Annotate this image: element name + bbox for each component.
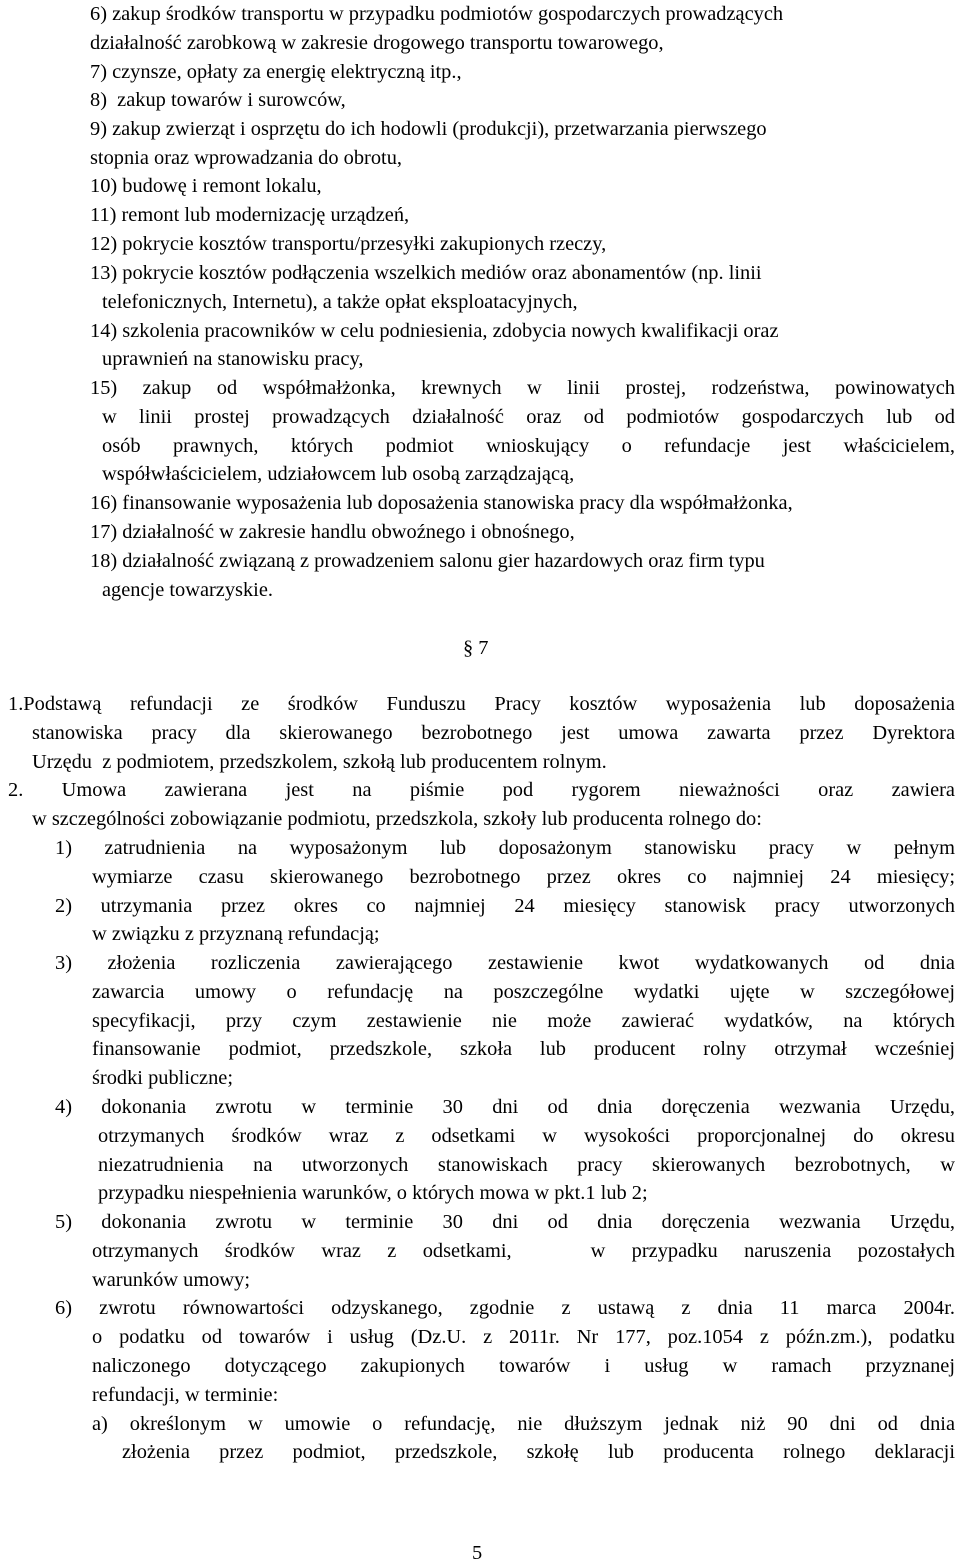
obligation-6-cont-3: refundacji, w terminie: (92, 1384, 279, 1406)
obligation-3-cont-3: finansowanie podmiot, przedszkole, szkoła lub producent rolny otrzymał wcześniej (92, 1038, 955, 1060)
list-item-18-cont: agencje towarzyskie. (102, 579, 273, 601)
obligation-3: 3) złożenia rozliczenia zawierającego zestawienie kwot wydatkowanych od dnia (55, 952, 955, 974)
list-item-15: 15) zakup od współmałżonka, krewnych w linii prostej, rodzeństwa, powinowatych (90, 377, 955, 399)
list-item-14: 14) szkolenia pracowników w celu podniesienia, zdobycia nowych kwalifikacji oraz (90, 320, 779, 342)
page-number: 5 (472, 1542, 483, 1564)
obligation-4-cont-1: otrzymanych środków wraz z odsetkami w wysokości proporcjonalnej do okresu (98, 1125, 955, 1147)
paragraph-2-line-1: 2. Umowa zawierana jest na piśmie pod rygorem nieważności oraz zawiera (8, 779, 955, 801)
obligation-3-cont-4: środki publiczne; (92, 1067, 234, 1089)
obligation-1-cont: wymiarze czasu skierowanego bezrobotnego przez okres co najmniej 24 miesięcy; (92, 866, 955, 888)
list-item-11: 11) remont lub modernizację urządzeń, (90, 204, 410, 226)
obligation-2: 2) utrzymania przez okres co najmniej 24 miesięcy stanowisk pracy utworzonych (55, 895, 955, 917)
sub-item-a: a) określonym w umowie o refundację, nie dłuższym jednak niż 90 dni od dnia (92, 1413, 955, 1435)
obligation-6-cont-2: naliczonego dotyczącego zakupionych towarów i usług w ramach przyznanej (92, 1355, 955, 1377)
list-item-15-cont-2: osób prawnych, których podmiot wnioskujący o refundacje jest właścicielem, (102, 435, 955, 457)
obligation-1: 1) zatrudnienia na wyposażonym lub doposażonym stanowisku pracy w pełnym (55, 837, 955, 859)
obligation-5-cont-1: otrzymanych środków wraz z odsetkami, w przypadku naruszenia pozostałych (92, 1240, 955, 1262)
list-item-15-cont-3: współwłaścicielem, udziałowcem lub osobą zarządzającą, (102, 463, 575, 485)
list-item-10: 10) budowę i remont lokalu, (90, 175, 322, 197)
list-item-16: 16) finansowanie wyposażenia lub doposażenia stanowiska pracy dla współmałżonka, (90, 492, 793, 514)
obligation-3-cont-2: specyfikacji, przy czym zestawienie nie może zawierać wydatków, na których (92, 1010, 955, 1032)
obligation-2-cont: w związku z przyznaną refundacją; (92, 923, 380, 945)
obligation-3-cont-1: zawarcia umowy o refundację na poszczególne wydatki ujęte w szczegółowej (92, 981, 955, 1003)
list-item-13-cont: telefonicznych, Internetu), a także opłat eksploatacyjnych, (102, 291, 578, 313)
obligation-6-cont-1: o podatku od towarów i usług (Dz.U. z 2011r. Nr 177, poz.1054 z późn.zm.), podatku (92, 1326, 955, 1348)
list-item-9: 9) zakup zwierząt i osprzętu do ich hodowli (produkcji), przetwarzania pierwszego (90, 118, 767, 140)
obligation-6: 6) zwrotu równowartości odzyskanego, zgodnie z ustawą z dnia 11 marca 2004r. (55, 1297, 955, 1319)
list-item-6: 6) zakup środków transportu w przypadku podmiotów gospodarczych prowadzących (90, 3, 784, 25)
list-item-13: 13) pokrycie kosztów podłączenia wszelkich mediów oraz abonamentów (np. linii (90, 262, 762, 284)
paragraph-1-line-2: stanowiska pracy dla skierowanego bezrobotnego jest umowa zawarta przez Dyrektora (32, 722, 955, 744)
sub-item-a-cont: złożenia przez podmiot, przedszkole, szkołę lub producenta rolnego deklaracji (122, 1441, 955, 1463)
obligation-5: 5) dokonania zwrotu w terminie 30 dni od dnia doręczenia wezwania Urzędu, (55, 1211, 955, 1233)
section-heading: § 7 (463, 637, 489, 659)
list-item-8: 8) zakup towarów i surowców, (90, 89, 346, 111)
list-item-9-cont: stopnia oraz wprowadzania do obrotu, (90, 147, 402, 169)
list-item-7: 7) czynsze, opłaty za energię elektryczną itp., (90, 61, 462, 83)
list-item-18: 18) działalność związaną z prowadzeniem salonu gier hazardowych oraz firm typu (90, 550, 765, 572)
list-item-15-cont-1: w linii prostej prowadzących działalność oraz od podmiotów gospodarczych lub od (102, 406, 955, 428)
paragraph-1-line-3: Urzędu z podmiotem, przedszkolem, szkołą lub producentem rolnym. (32, 751, 607, 773)
list-item-6-cont: działalność zarobkową w zakresie drogowego transportu towarowego, (90, 32, 664, 54)
obligation-4-cont-2: niezatrudnienia na utworzonych stanowiskach pracy skierowanych bezrobotnych, w (98, 1154, 955, 1176)
paragraph-2-line-2: w szczególności zobowiązanie podmiotu, przedszkola, szkoły lub producenta rolnego do: (32, 808, 762, 830)
paragraph-1-line-1: 1.Podstawą refundacji ze środków Funduszu Pracy kosztów wyposażenia lub doposażenia (8, 693, 955, 715)
obligation-4: 4) dokonania zwrotu w terminie 30 dni od dnia doręczenia wezwania Urzędu, (55, 1096, 955, 1118)
obligation-5-cont-2: warunków umowy; (92, 1269, 251, 1291)
list-item-17: 17) działalność w zakresie handlu obwoźnego i obnośnego, (90, 521, 575, 543)
list-item-12: 12) pokrycie kosztów transportu/przesyłki zakupionych rzeczy, (90, 233, 607, 255)
obligation-4-cont-3: przypadku niespełnienia warunków, o których mowa w pkt.1 lub 2; (98, 1182, 648, 1204)
list-item-14-cont: uprawnień na stanowisku pracy, (102, 348, 364, 370)
